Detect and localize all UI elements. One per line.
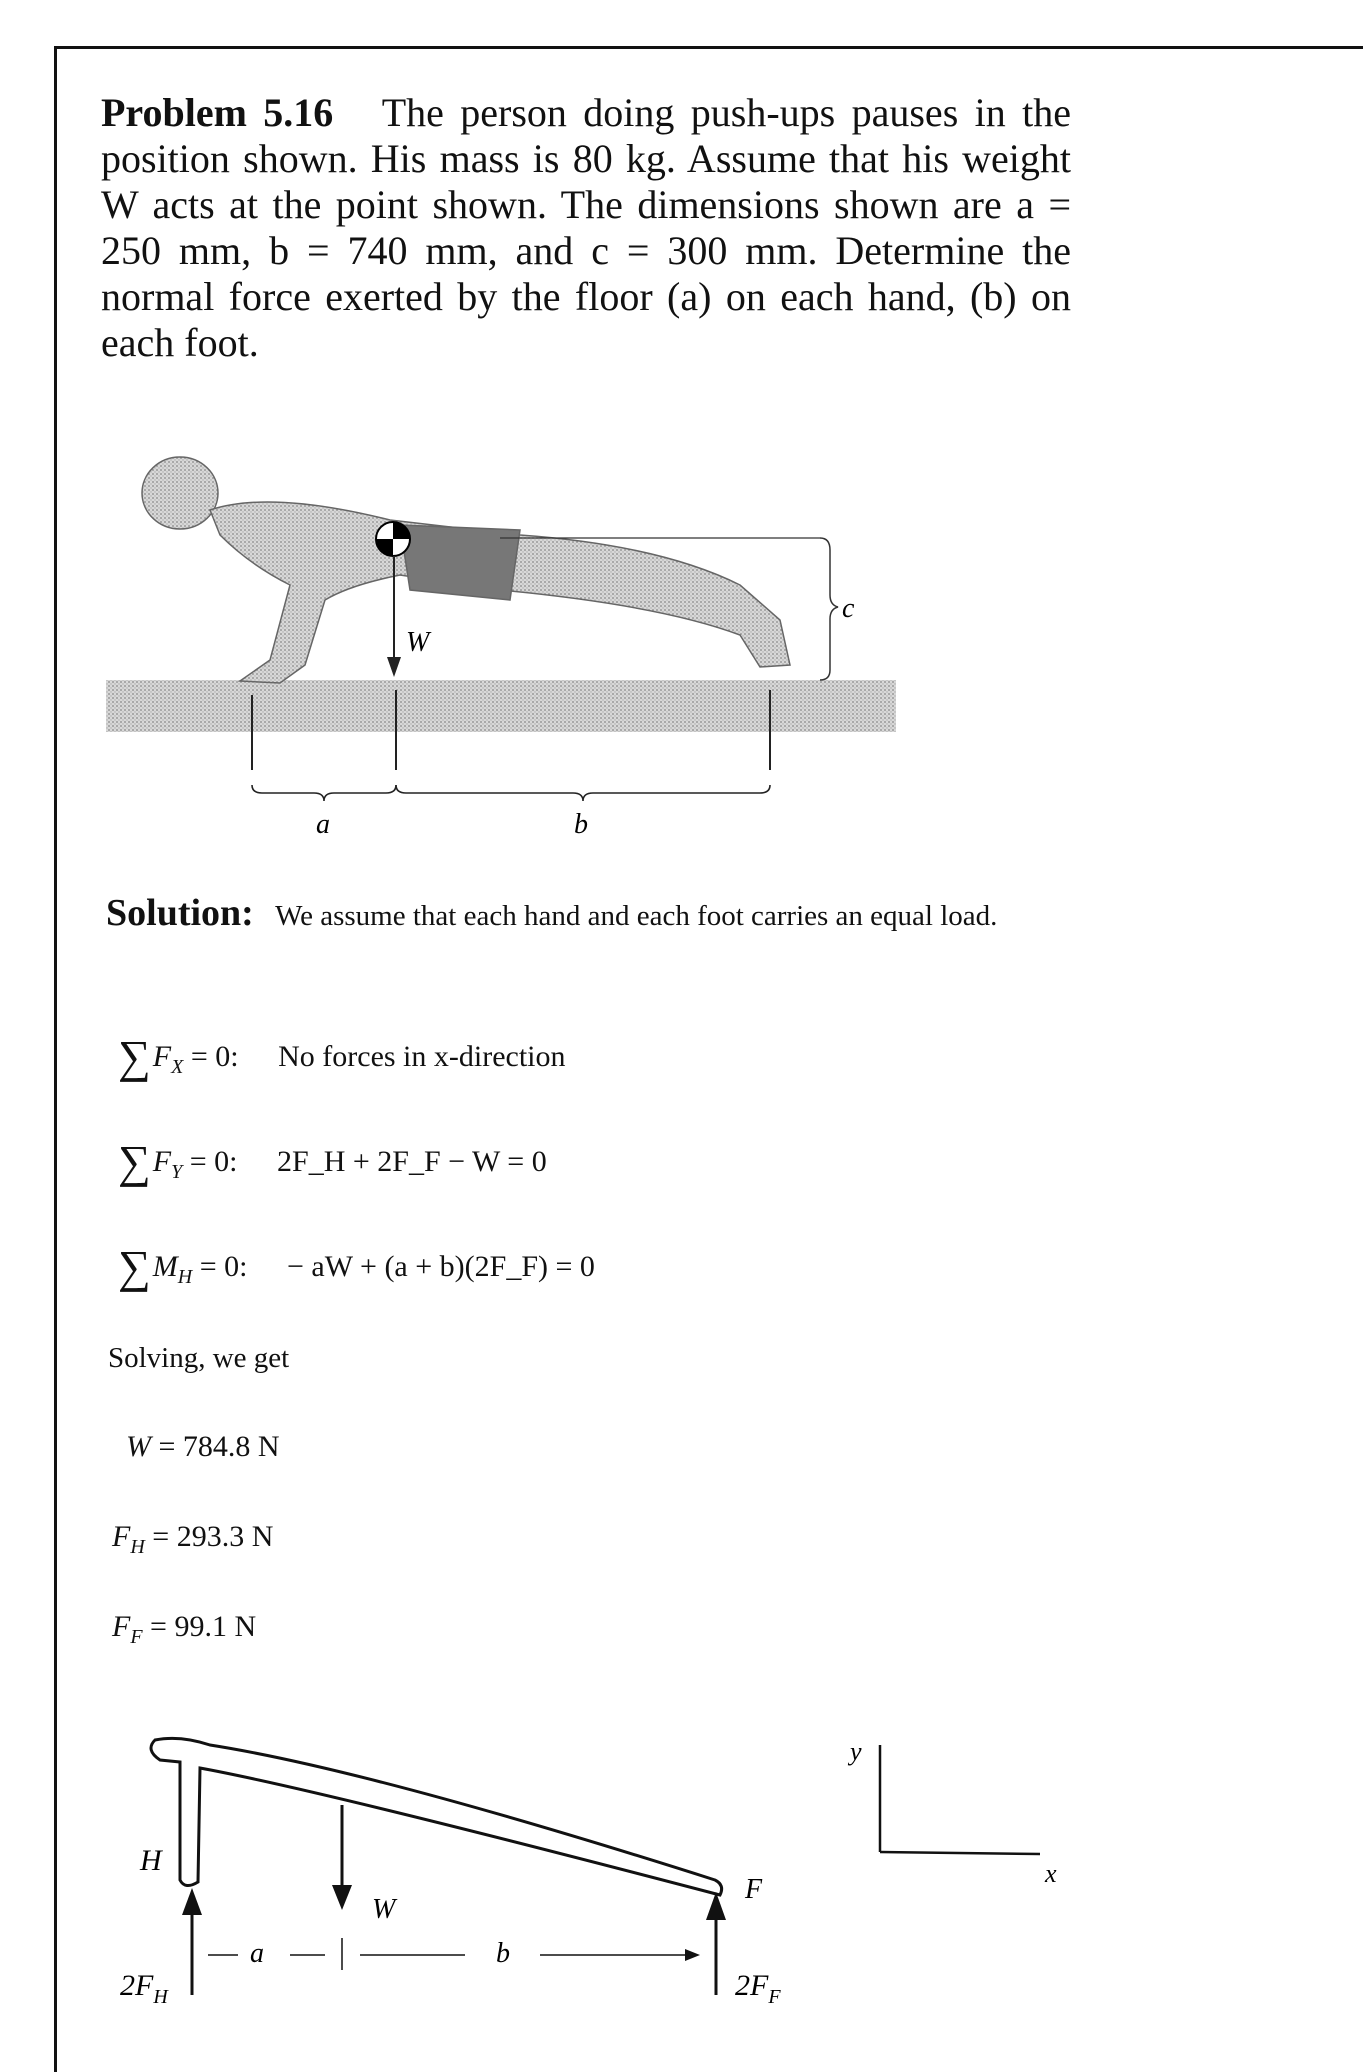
center-of-mass-symbol: [376, 522, 410, 556]
solution-intro-text: We assume that each hand and each foot carries an equal load.: [275, 900, 998, 932]
pushup-figure: [100, 425, 900, 845]
fig1-label-b: b: [574, 809, 588, 840]
solution-intro: [106, 890, 1076, 939]
fig1-label-c: c: [842, 593, 855, 624]
fig2-label-b: b: [496, 1938, 510, 1969]
fig1-label-a: a: [316, 809, 330, 840]
problem-statement: [101, 90, 1071, 366]
fig2-label-2fh: $2F_H$: [120, 1969, 168, 2008]
equation-fy-expr: 2F_H + 2F_F − W = 0: [277, 1145, 547, 1178]
fig2-label-f: F: [745, 1874, 763, 1905]
fig2-label-h: H: [140, 1844, 162, 1877]
free-body-diagram: [120, 1720, 1120, 2010]
floor: [106, 680, 896, 732]
equation-mh-expr: − aW + (a + b)(2F_F) = 0: [287, 1250, 595, 1283]
person-silhouette: [142, 457, 790, 683]
equation-sum-fy: $\sum F_Y = 0$: 2F_H + 2F_F − W = 0: [118, 1136, 547, 1187]
body-beam: [151, 1738, 722, 1895]
equation-sum-mh: $\sum M_H = 0$: − aW + (a + b)(2F_F) = 0: [118, 1241, 595, 1292]
fig2-label-2ff: $2F_F$: [735, 1969, 781, 2008]
result-fh: $F_H = 293.3$ N: [112, 1520, 274, 1558]
problem-text: The person doing push-ups pauses in the position shown. His mass is 80 kg. Assume that his weight W acts at the point shown. The dimensions shown are a = 250 mm, b = 740 mm, and c = 300 mm. Determine the normal force exerted by the floor (a) on each hand, (b) on each foot.: [101, 90, 1071, 365]
b-dimension-brace: [396, 785, 770, 801]
result-ff: $F_F = 99.1$ N: [112, 1610, 257, 1648]
frame-left-border: [54, 46, 57, 2072]
result-w: W = 784.8 N: [126, 1430, 280, 1463]
solving-text: Solving, we get: [108, 1342, 290, 1374]
fig1-label-w: W: [406, 627, 430, 658]
a-dimension-brace: [252, 785, 396, 801]
coordinate-axes-icon: [847, 1737, 1057, 1888]
svg-text:x: x: [1045, 1859, 1057, 1888]
frame-top-border: [54, 46, 1363, 49]
fig2-label-w: W: [372, 1894, 396, 1925]
fig2-label-a: a: [250, 1938, 264, 1969]
svg-text:y: y: [850, 1737, 862, 1766]
problem-label: Problem 5.16: [101, 90, 334, 135]
equation-fx-expr: No forces in x-direction: [278, 1040, 566, 1073]
equation-sum-fx: $\sum F_X = 0$: No forces in x-direction: [118, 1031, 566, 1082]
solution-heading: Solution:: [106, 892, 254, 934]
